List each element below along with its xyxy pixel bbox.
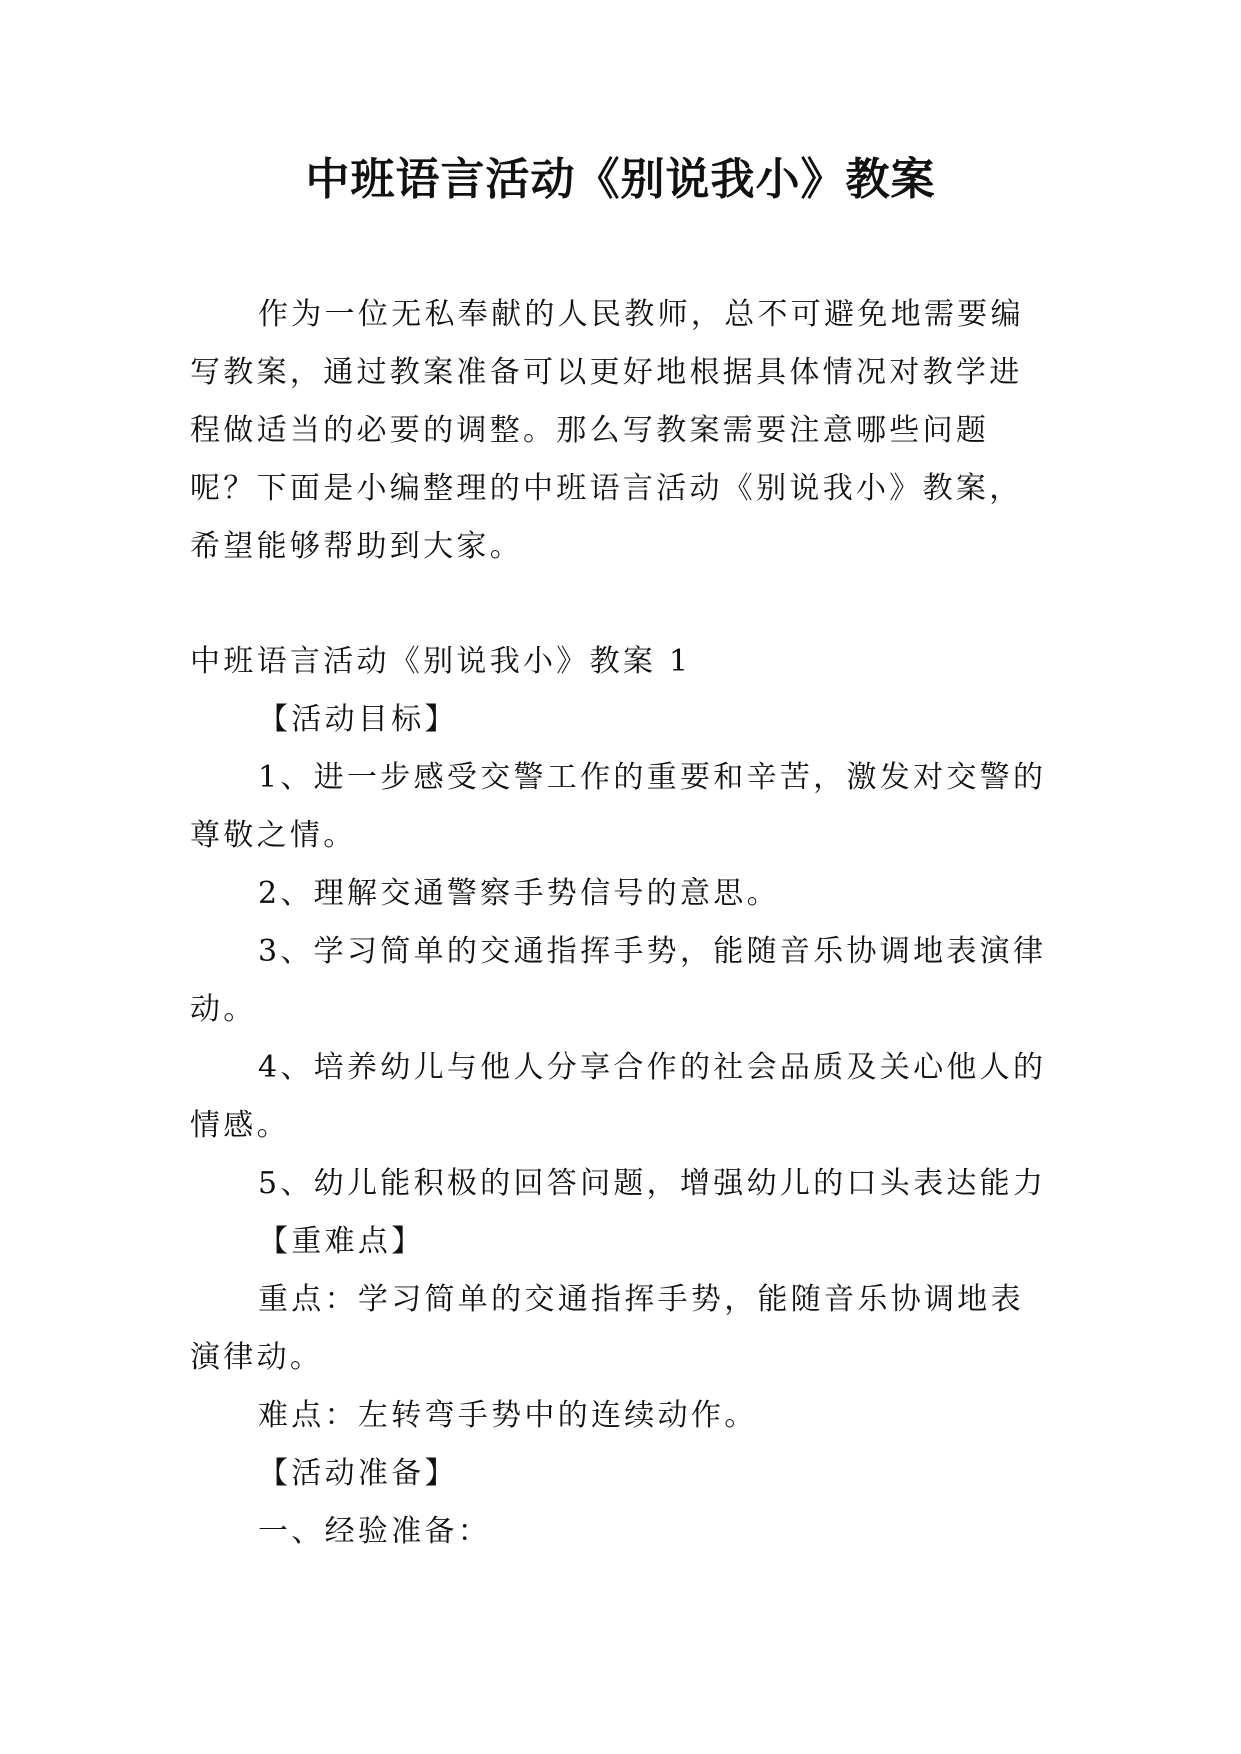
prep-item: 一、经验准备： [258, 1514, 492, 1549]
section-heading: 中班语言活动《别说我小》教案 1 [190, 644, 692, 679]
document-title: 中班语言活动《别说我小》教案 [305, 154, 936, 205]
document-body [190, 633, 1052, 1561]
difficulty-text: 难点：左转弯手势中的连续动作。 [258, 1398, 758, 1433]
goal-item: 3、学习简单的交通指挥手势，能随音乐协调地表演律动。 [190, 934, 1047, 1027]
key-point-text: 重点：学习简单的交通指挥手势，能随音乐协调地表演律动。 [190, 1282, 1024, 1375]
goal-item: 2、理解交通警察手势信号的意思。 [258, 876, 780, 911]
goal-item: 4、培养幼儿与他人分享合作的社会品质及关心他人的情感。 [190, 1050, 1047, 1143]
goal-item: 5、幼儿能积极的回答问题，增强幼儿的口头表达能力 [258, 1166, 1047, 1201]
key-points-heading: 【重难点】 [258, 1224, 425, 1259]
intro-paragraph: 作为一位无私奉献的人民教师，总不可避免地需要编写教案，通过教案准备可以更好地根据具体情况对教学进程做适当的必要的调整。那么写教案需要注意哪些问题呢？下面是小编整理的中班语言活动《别说我小》教案，希望能够帮助到大家。 [190, 297, 1024, 564]
goals-heading: 【活动目标】 [258, 702, 458, 737]
goal-item: 1、进一步感受交警工作的重要和辛苦，激发对交警的尊敬之情。 [190, 760, 1047, 853]
prep-heading: 【活动准备】 [258, 1456, 458, 1491]
